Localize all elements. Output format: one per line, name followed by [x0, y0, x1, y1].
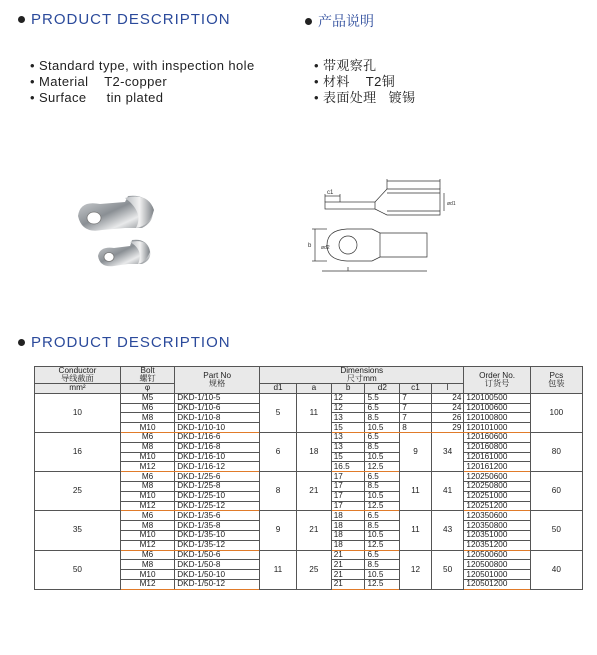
cell-d2: 6.5 [365, 472, 400, 482]
cell-part-no: DKD-1/16-8 [175, 442, 260, 452]
cell-l: 34 [431, 432, 464, 471]
cell-bolt: M12 [120, 501, 174, 511]
cell-bolt: M10 [120, 491, 174, 501]
cell-order-no: 120351000 [464, 530, 530, 540]
table-row [35, 472, 583, 482]
spec-table-body [35, 393, 583, 589]
cell-d2: 6.5 [365, 432, 400, 442]
cell-c1: 12 [400, 550, 432, 589]
cell-b: 12 [331, 403, 365, 413]
cell-bolt: M12 [120, 579, 174, 589]
header-a: a [296, 384, 331, 394]
cell-a: 21 [296, 472, 331, 511]
cell-b: 13 [331, 442, 365, 452]
header-l: l [431, 384, 464, 394]
cell-d2: 6.5 [365, 403, 400, 413]
features-en-list [30, 58, 255, 106]
cell-part-no: DKD-1/25-8 [175, 481, 260, 491]
cell-d1: 8 [260, 472, 297, 511]
cell-d2: 10.5 [365, 423, 400, 433]
cell-b: 17 [331, 472, 365, 482]
cell-conductor: 10 [35, 393, 121, 432]
cell-bolt: M6 [120, 432, 174, 442]
cell-d2: 10.5 [365, 452, 400, 462]
cell-l: 43 [431, 511, 464, 550]
header-d2: d2 [365, 384, 400, 394]
header-pcs: Pcs 包装 [530, 367, 582, 394]
cell-order-no: 120100500 [464, 393, 530, 403]
spec-table [34, 366, 583, 590]
cell-d2: 8.5 [365, 521, 400, 531]
header-part-no: Part No 规格 [175, 367, 260, 394]
header-bolt: Bolt 螺钉 [120, 367, 174, 384]
cell-order-no: 120350800 [464, 521, 530, 531]
header-order-no: Order No. 订货号 [464, 367, 530, 394]
section2-title: PRODUCT DESCRIPTION [31, 334, 231, 351]
drawing-label-b: b [308, 243, 312, 249]
header-conductor: Conductor 导线截面 [35, 367, 121, 384]
cell-c1: 11 [400, 472, 432, 511]
cell-b: 18 [331, 521, 365, 531]
cell-order-no: 120251000 [464, 491, 530, 501]
cell-part-no: DKD-1/16-10 [175, 452, 260, 462]
cell-bolt: M8 [120, 521, 174, 531]
feature-cn: • 材料 T2铜 [314, 74, 396, 89]
cell-pcs: 60 [530, 472, 582, 511]
cell-b: 21 [331, 579, 365, 589]
section2-heading [18, 334, 231, 351]
cell-part-no: DKD-1/10-6 [175, 403, 260, 413]
cell-d2: 6.5 [365, 511, 400, 521]
cell-order-no: 120160800 [464, 442, 530, 452]
cell-order-no: 120160600 [464, 432, 530, 442]
cell-bolt: M6 [120, 550, 174, 560]
cell-part-no: DKD-1/35-10 [175, 530, 260, 540]
section1-title-cn: 产品说明 [318, 13, 374, 29]
cell-d2: 10.5 [365, 491, 400, 501]
cell-b: 16.5 [331, 462, 365, 472]
cell-order-no: 120251200 [464, 501, 530, 511]
cell-part-no: DKD-1/25-12 [175, 501, 260, 511]
section1-heading-en [18, 11, 231, 28]
cell-pcs: 100 [530, 393, 582, 432]
cell-part-no: DKD-1/50-8 [175, 560, 260, 570]
cell-bolt: M10 [120, 570, 174, 580]
cell-bolt: M8 [120, 442, 174, 452]
cell-order-no: 120101000 [464, 423, 530, 433]
cell-part-no: DKD-1/25-10 [175, 491, 260, 501]
feature-en: • Material T2-copper [30, 74, 168, 89]
cell-pcs: 40 [530, 550, 582, 589]
cell-part-no: DKD-1/35-12 [175, 540, 260, 550]
cell-part-no: DKD-1/35-8 [175, 521, 260, 531]
cell-d2: 12.5 [365, 462, 400, 472]
table-row [35, 511, 583, 521]
table-row [35, 393, 583, 403]
cell-b: 15 [331, 452, 365, 462]
cell-part-no: DKD-1/35-6 [175, 511, 260, 521]
cell-a: 25 [296, 550, 331, 589]
cell-d1: 5 [260, 393, 297, 432]
cell-order-no: 120501000 [464, 570, 530, 580]
cell-l: 24 [431, 393, 464, 403]
cell-l: 26 [431, 413, 464, 423]
cell-c1: 9 [400, 432, 432, 471]
cell-part-no: DKD-1/16-6 [175, 432, 260, 442]
cell-bolt: M10 [120, 452, 174, 462]
cell-d2: 10.5 [365, 570, 400, 580]
cell-conductor: 16 [35, 432, 121, 471]
cell-order-no: 120500600 [464, 550, 530, 560]
technical-drawing [292, 167, 456, 285]
cell-d2: 12.5 [365, 501, 400, 511]
cell-bolt: M6 [120, 403, 174, 413]
cell-d1: 6 [260, 432, 297, 471]
section1-title-en: PRODUCT DESCRIPTION [31, 11, 231, 28]
cell-pcs: 80 [530, 432, 582, 471]
cell-part-no: DKD-1/10-5 [175, 393, 260, 403]
drawing-label-d1: ød1 [447, 201, 456, 207]
cell-l: 41 [431, 472, 464, 511]
cell-bolt: M6 [120, 472, 174, 482]
features-cn-list [314, 58, 415, 106]
cell-d2: 12.5 [365, 579, 400, 589]
cell-d2: 8.5 [365, 413, 400, 423]
cell-b: 18 [331, 540, 365, 550]
section1-heading-cn [305, 11, 374, 31]
cell-d1: 11 [260, 550, 297, 589]
cell-b: 17 [331, 481, 365, 491]
cell-d2: 8.5 [365, 560, 400, 570]
header-conductor-unit: mm² [35, 384, 121, 394]
cell-conductor: 50 [35, 550, 121, 589]
header-c1: c1 [400, 384, 432, 394]
table-row [35, 432, 583, 442]
cell-c1: 7 [400, 403, 432, 413]
cell-c1: 11 [400, 511, 432, 550]
cell-b: 13 [331, 413, 365, 423]
cell-bolt: M12 [120, 462, 174, 472]
cell-d2: 5.5 [365, 393, 400, 403]
cell-bolt: M5 [120, 393, 174, 403]
cell-part-no: DKD-1/50-12 [175, 579, 260, 589]
cell-bolt: M8 [120, 413, 174, 423]
drawing-side-plate [325, 202, 375, 209]
cell-order-no: 120501200 [464, 579, 530, 589]
cell-c1: 8 [400, 423, 432, 433]
cell-order-no: 120161000 [464, 452, 530, 462]
cell-d2: 8.5 [365, 481, 400, 491]
cell-l: 50 [431, 550, 464, 589]
cell-pcs: 50 [530, 511, 582, 550]
cell-b: 18 [331, 511, 365, 521]
header-d1: d1 [260, 384, 297, 394]
cell-part-no: DKD-1/25-6 [175, 472, 260, 482]
cell-order-no: 120161200 [464, 462, 530, 472]
cell-bolt: M12 [120, 540, 174, 550]
cell-order-no: 120500800 [464, 560, 530, 570]
cell-l: 24 [431, 403, 464, 413]
cell-d2: 8.5 [365, 442, 400, 452]
feature-en: • Standard type, with inspection hole [30, 58, 255, 73]
cell-l: 29 [431, 423, 464, 433]
cell-order-no: 120100800 [464, 413, 530, 423]
cell-part-no: DKD-1/16-12 [175, 462, 260, 472]
cell-bolt: M10 [120, 423, 174, 433]
feature-en: • Surface tin plated [30, 90, 164, 105]
cell-b: 13 [331, 432, 365, 442]
cell-part-no: DKD-1/50-6 [175, 550, 260, 560]
cell-a: 11 [296, 393, 331, 432]
cell-order-no: 120250600 [464, 472, 530, 482]
header-dimensions: Dimensions 尺寸mm [260, 367, 464, 384]
cell-order-no: 120250800 [464, 481, 530, 491]
cell-b: 15 [331, 423, 365, 433]
bullet-icon [305, 18, 312, 25]
cell-conductor: 25 [35, 472, 121, 511]
drawing-label-d2: ød2 [321, 245, 330, 251]
cell-b: 21 [331, 570, 365, 580]
cell-a: 21 [296, 511, 331, 550]
cell-conductor: 35 [35, 511, 121, 550]
drawing-top-outline [327, 229, 427, 261]
cell-b: 21 [331, 550, 365, 560]
cell-a: 18 [296, 432, 331, 471]
header-b: b [331, 384, 365, 394]
bullet-icon [18, 339, 25, 346]
cell-part-no: DKD-1/10-10 [175, 423, 260, 433]
cell-order-no: 120351200 [464, 540, 530, 550]
cable-lug-photo [70, 176, 190, 281]
cell-order-no: 120350600 [464, 511, 530, 521]
cell-b: 21 [331, 560, 365, 570]
drawing-label-c1: c1 [327, 190, 334, 196]
feature-cn: • 表面处理 镀锡 [314, 90, 416, 105]
cell-part-no: DKD-1/50-10 [175, 570, 260, 580]
cell-b: 17 [331, 501, 365, 511]
cell-part-no: DKD-1/10-8 [175, 413, 260, 423]
cell-c1: 7 [400, 393, 432, 403]
cell-c1: 7 [400, 413, 432, 423]
cell-d2: 10.5 [365, 530, 400, 540]
cell-bolt: M8 [120, 560, 174, 570]
cell-b: 18 [331, 530, 365, 540]
feature-cn: • 带观察孔 [314, 58, 377, 73]
cell-d2: 12.5 [365, 540, 400, 550]
cell-b: 17 [331, 491, 365, 501]
table-row [35, 550, 583, 560]
cell-order-no: 120100600 [464, 403, 530, 413]
cell-d2: 6.5 [365, 550, 400, 560]
cell-bolt: M10 [120, 530, 174, 540]
cell-b: 12 [331, 393, 365, 403]
header-bolt-symbol: φ [120, 384, 174, 394]
bullet-icon [18, 16, 25, 23]
cell-bolt: M6 [120, 511, 174, 521]
cell-bolt: M8 [120, 481, 174, 491]
cell-d1: 9 [260, 511, 297, 550]
